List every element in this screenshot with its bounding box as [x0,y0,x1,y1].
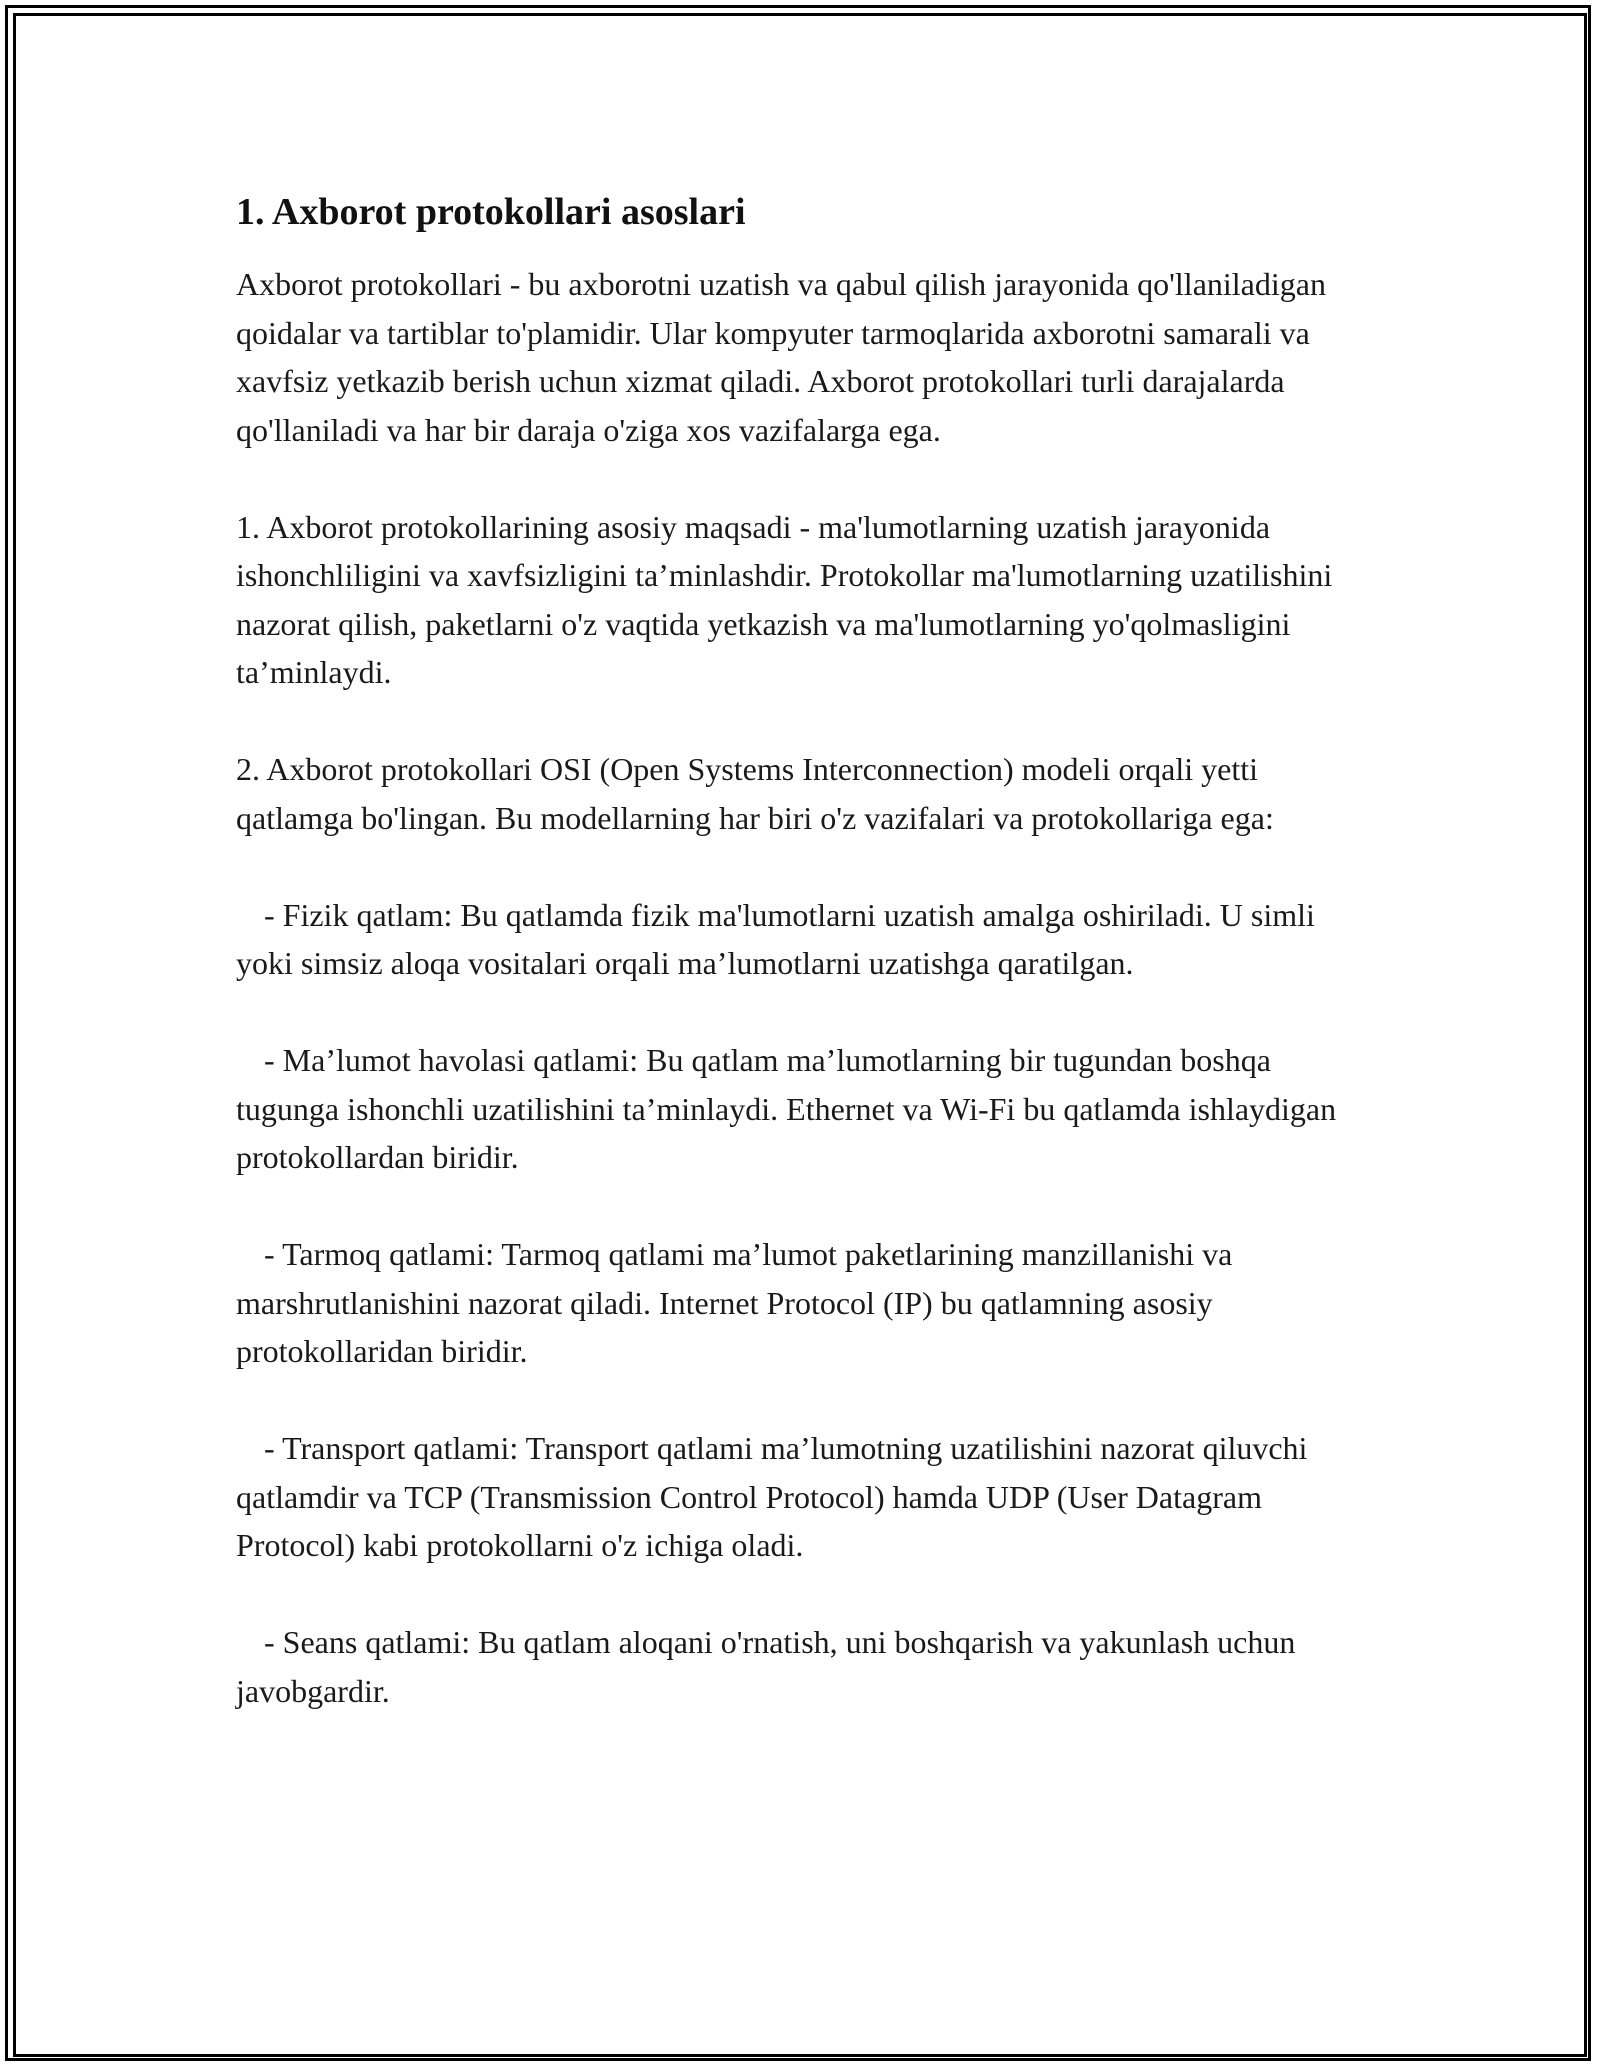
session-layer-item: - Seans qatlami: Bu qatlam aloqani o'rnatish, uni boshqarish va yakunlash uchun javobgardir. [236,1624,1296,1709]
intro-paragraph: Axborot protokollari - bu axborotni uzatish va qabul qilish jarayonida qo'llaniladigan qoidalar va tartiblar to'plamidir. Ular kompyuter tarmoqlarida axborotni samarali va xavfsiz yetkazib berish uchun xizmat qiladi. Axborot protokollari turli darajalarda qo'llaniladi va har bir daraja o'ziga xos vazifalarga ega. [236,266,1326,448]
document-page [236,188,1376,1764]
osi-model-paragraph: 2. Axborot protokollari OSI (Open Systems Interconnection) modeli orqali yetti qatlamga bo'lingan. Bu modellarning har biri o'z vazifalari va protokollariga ega: [236,751,1274,836]
transport-layer-item: - Transport qatlami: Transport qatlami ma’lumotning uzatilishini nazorat qiluvchi qatlamdir va TCP (Transmission Control Protocol) hamda UDP (User Datagram Protocol) kabi protokollarni o'z ichiga oladi. [236,1430,1308,1563]
physical-layer-item: - Fizik qatlam: Bu qatlamda fizik ma'lumotlarni uzatish amalga oshiriladi. U simli yoki simsiz aloqa vositalari orqali ma’lumotlarni uzatishga qaratilgan. [236,896,1315,981]
purpose-paragraph: 1. Axborot protokollarining asosiy maqsadi - ma'lumotlarning uzatish jarayonida ishonchliligini va xavfsizligini ta’minlashdir. Protokollar ma'lumotlarning uzatilishini nazorat qilish, paketlarni o'z vaqtida yetkazish va ma'lumotlarning yo'qolmasligini ta’minlaydi. [236,508,1333,690]
section-heading: 1. Axborot protokollari asoslari [236,191,746,233]
network-layer-item: - Tarmoq qatlami: Tarmoq qatlami ma’lumot paketlarining manzillanishi va marshrutlanishini nazorat qiladi. Internet Protocol (IP) bu qatlamning asosiy protokollaridan biridir. [236,1236,1233,1369]
data-link-layer-item: - Ma’lumot havolasi qatlami: Bu qatlam ma’lumotlarning bir tugundan boshqa tugunga ishonchli uzatilishini ta’minlaydi. Ethernet va Wi-Fi bu qatlamda ishlaydigan protokollardan biridir. [236,1042,1337,1175]
